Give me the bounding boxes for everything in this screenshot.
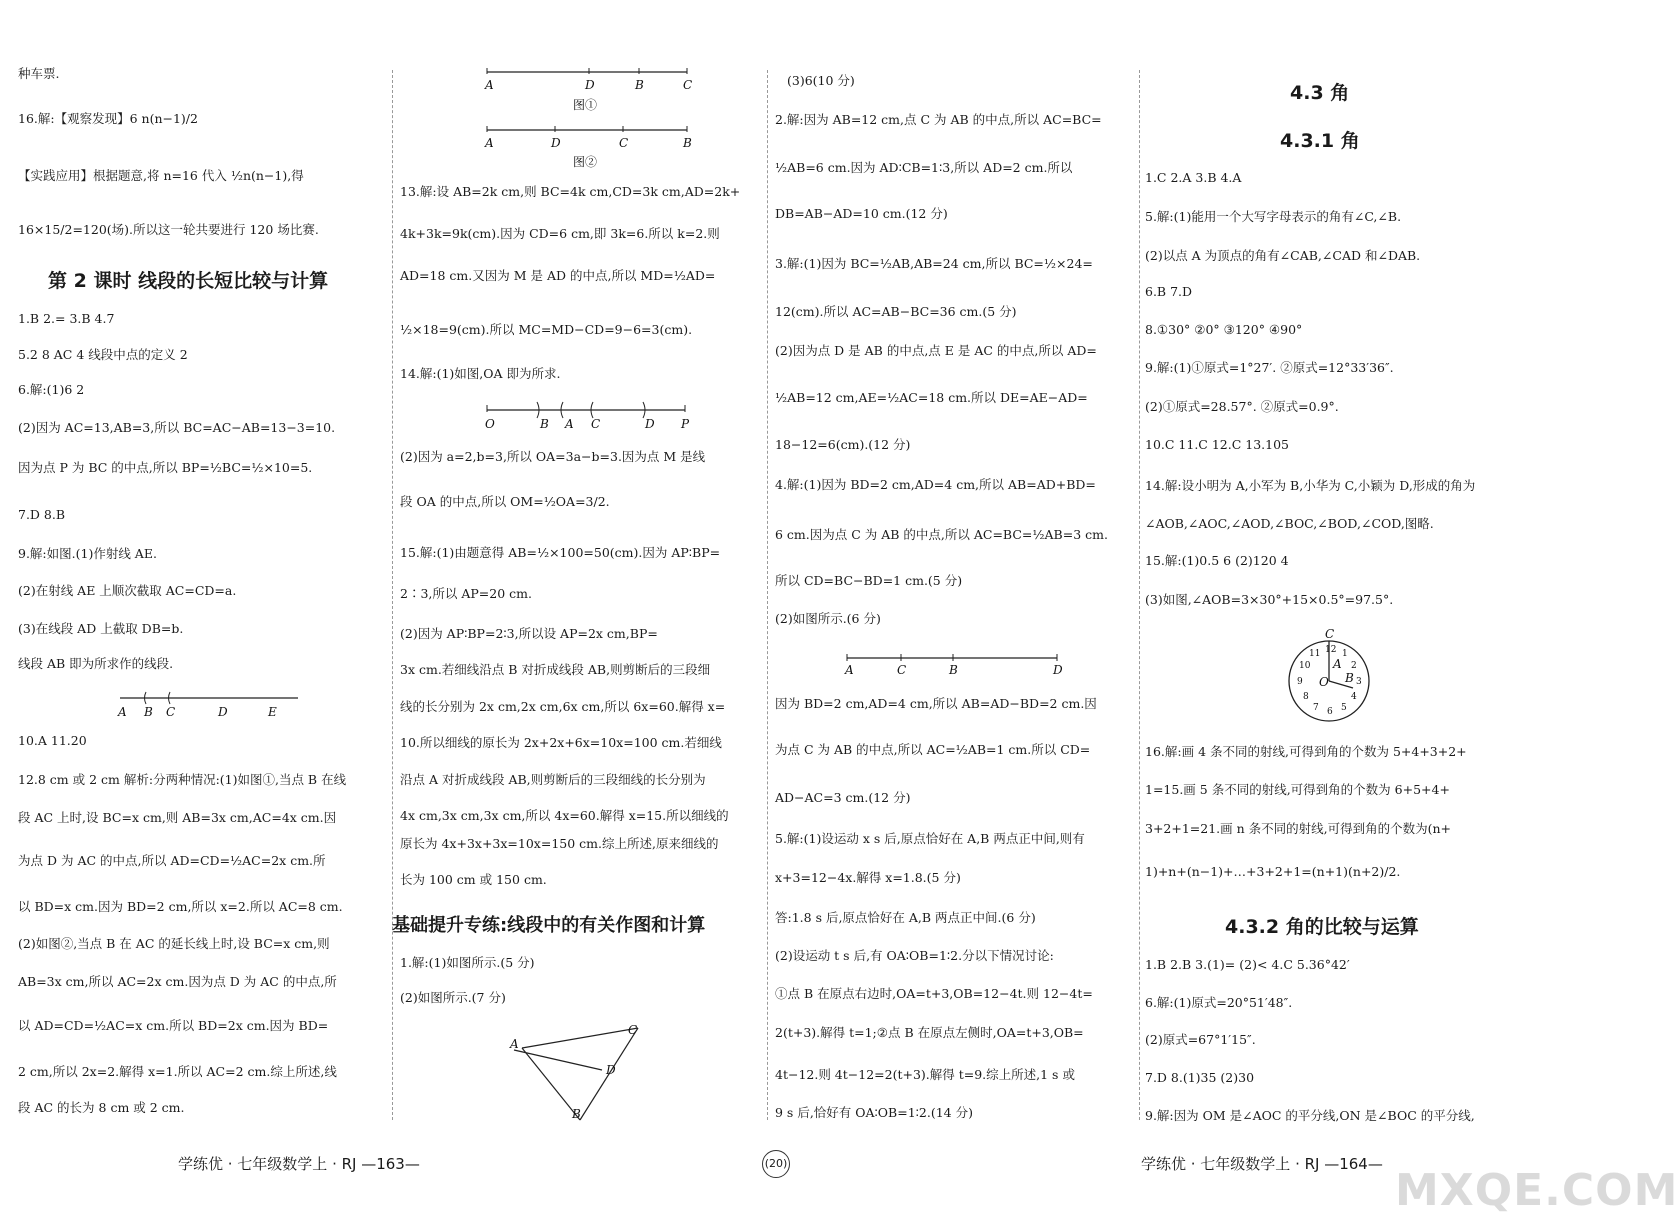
point-label: D — [551, 136, 561, 150]
point-label: D — [606, 1063, 616, 1077]
point-label: B — [949, 663, 958, 677]
point-label: A — [118, 705, 127, 719]
column-divider — [1139, 70, 1140, 1120]
text-line: 1=15.画 5 条不同的射线,可得到角的个数为 6+5+4+ — [1145, 782, 1450, 797]
text-line: 7.D 8.B — [18, 507, 66, 522]
point-label: P — [681, 417, 690, 431]
text-line: 段 OA 的中点,所以 OM=½OA=3/2. — [400, 494, 610, 509]
text-line: ①点 B 在原点右边时,OA=t+3,OB=12−4t.则 12−4t= — [775, 986, 1093, 1001]
text-line: 10.A 11.20 — [18, 733, 87, 748]
text-line: 2 cm,所以 2x=2.解得 x=1.所以 AC=2 cm.综上所述,线 — [18, 1064, 337, 1079]
text-line: 1.B 2.= 3.B 4.7 — [18, 311, 115, 326]
text-line: 1)+n+(n−1)+…+3+2+1=(n+1)(n+2)/2. — [1145, 864, 1401, 879]
svg-text:4: 4 — [1351, 692, 1357, 702]
text-line: 6.解:(1)原式=20°51′48″. — [1145, 995, 1293, 1010]
segment-figure-q4 — [845, 652, 1075, 682]
text-line: 14.解:设小明为 A,小军为 B,小华为 C,小颖为 D,形成的角为 — [1145, 478, 1476, 493]
point-label: C — [166, 705, 176, 719]
text-line: 18−12=6(cm).(12 分) — [775, 437, 911, 452]
text-line: AD−AC=3 cm.(12 分) — [775, 790, 911, 805]
text-line: 16×15/2=120(场).所以这一轮共要进行 120 场比赛. — [18, 222, 319, 237]
column-1 — [18, 0, 420, 1213]
figure-caption: 图② — [573, 155, 598, 169]
text-line: 2.解:因为 AB=12 cm,点 C 为 AB 的中点,所以 AC=BC= — [775, 112, 1102, 127]
text-line: AD=18 cm.又因为 M 是 AD 的中点,所以 MD=½AD= — [400, 268, 716, 283]
text-line: 因为点 P 为 BC 的中点,所以 BP=½BC=½×10=5. — [18, 460, 313, 475]
subsection-title: 4.3.1 角 — [1280, 130, 1360, 152]
text-line: 5.2 8 AC 4 线段中点的定义 2 — [18, 347, 188, 362]
point-label: B — [572, 1107, 581, 1121]
point-label: B — [683, 136, 692, 150]
point-label: B — [1345, 671, 1354, 685]
text-line: 1.C 2.A 3.B 4.A — [1145, 170, 1242, 185]
text-line: 答:1.8 s 后,原点恰好在 A,B 两点正中间.(6 分) — [775, 910, 1036, 925]
text-line: (2)如图所示.(6 分) — [775, 611, 881, 626]
text-line: 16.解:画 4 条不同的射线,可得到角的个数为 5+4+3+2+ — [1145, 744, 1467, 759]
text-line: 所以 CD=BC−BD=1 cm.(5 分) — [775, 573, 963, 588]
point-label: D — [585, 78, 595, 92]
point-label: E — [268, 705, 277, 719]
point-label: B — [144, 705, 153, 719]
svg-text:10: 10 — [1299, 661, 1311, 671]
point-label: C — [619, 136, 629, 150]
text-line: ½×18=9(cm).所以 MC=MD−CD=9−6=3(cm). — [400, 322, 693, 337]
text-line: (2)在射线 AE 上顺次截取 AC=CD=a. — [18, 583, 237, 598]
point-label: A — [1333, 657, 1342, 671]
svg-text:12: 12 — [1325, 645, 1337, 655]
text-line: 原长为 4x+3x+3x=10x=150 cm.综上所述,原来细线的 — [400, 836, 719, 851]
svg-text:6: 6 — [1327, 707, 1333, 717]
page-footer-left: 学练优 · 七年级数学上 · RJ —163— — [178, 1155, 420, 1173]
text-line: 1.解:(1)如图所示.(5 分) — [400, 955, 535, 970]
text-line: 6.B 7.D — [1145, 284, 1193, 299]
svg-text:2: 2 — [1351, 661, 1357, 671]
text-line: 12(cm).所以 AC=AB−BC=36 cm.(5 分) — [775, 304, 1017, 319]
segment-figure-2 — [485, 120, 705, 180]
text-line: 4x cm,3x cm,3x cm,所以 4x=60.解得 x=15.所以细线的 — [400, 808, 729, 823]
text-line: 因为 BD=2 cm,AD=4 cm,所以 AB=AD−BD=2 cm.因 — [775, 696, 1097, 711]
text-line: 10.所以细线的原长为 2x+2x+6x=10x=100 cm.若细线 — [400, 735, 722, 750]
text-line: 6.解:(1)6 2 — [18, 382, 85, 397]
text-line: DB=AB−AD=10 cm.(12 分) — [775, 206, 948, 221]
text-line: (2)因为 AC=13,AB=3,所以 BC=AC−AB=13−3=10. — [18, 420, 336, 435]
text-line: 以 BD=x cm.因为 BD=2 cm,所以 x=2.所以 AC=8 cm. — [18, 899, 343, 914]
text-line: 12.8 cm 或 2 cm 解析:分两种情况:(1)如图①,当点 B 在线 — [18, 772, 347, 787]
point-label: D — [1053, 663, 1063, 677]
svg-text:11: 11 — [1309, 649, 1321, 659]
text-line: (2)如图所示.(7 分) — [400, 990, 506, 1005]
text-line: (2)以点 A 为顶点的角有∠CAB,∠CAD 和∠DAB. — [1145, 248, 1421, 263]
text-line: (2)因为 AP∶BP=2∶3,所以设 AP=2x cm,BP= — [400, 626, 658, 641]
point-label: A — [565, 417, 574, 431]
svg-text:7: 7 — [1313, 703, 1319, 713]
text-line: 9.解:(1)①原式=1°27′. ②原式=12°33′36″. — [1145, 360, 1394, 375]
text-line: 段 AC 的长为 8 cm 或 2 cm. — [18, 1100, 185, 1115]
subsection-title: 4.3.2 角的比较与运算 — [1225, 916, 1419, 938]
watermark: MXQE.COM — [1395, 1165, 1678, 1216]
text-line: 15.解:(1)0.5 6 (2)120 4 — [1145, 553, 1289, 568]
point-label: A — [845, 663, 854, 677]
text-line: 13.解:设 AB=2k cm,则 BC=4k cm,CD=3k cm,AD=2k+ — [400, 184, 741, 199]
text-line: ½AB=12 cm,AE=½AC=18 cm.所以 DE=AE−AD= — [775, 390, 1088, 405]
svg-text:3: 3 — [1356, 677, 1362, 687]
text-line: 2∶3,所以 AP=20 cm. — [400, 586, 532, 601]
text-line: 4.解:(1)因为 BD=2 cm,AD=4 cm,所以 AB=AD+BD= — [775, 477, 1096, 492]
text-line: (2)原式=67°1′15″. — [1145, 1032, 1256, 1047]
text-line: (2)①原式=28.57°. ②原式=0.9°. — [1145, 399, 1339, 414]
figure-caption: 图① — [573, 98, 598, 112]
point-label: B — [540, 417, 549, 431]
text-line: AB=3x cm,所以 AC=2x cm.因为点 D 为 AC 的中点,所 — [18, 974, 337, 989]
text-line: 3x cm.若细线沿点 B 对折成线段 AB,则剪断后的三段细 — [400, 662, 711, 677]
text-line: 长为 100 cm 或 150 cm. — [400, 872, 547, 887]
svg-text:9: 9 — [1297, 677, 1303, 687]
svg-text:1: 1 — [1342, 649, 1348, 659]
text-line: 9.解:因为 OM 是∠AOC 的平分线,ON 是∠BOC 的平分线, — [1145, 1108, 1475, 1123]
text-line: 3+2+1=21.画 n 条不同的射线,可得到角的个数为(n+ — [1145, 821, 1452, 836]
svg-text:5: 5 — [1341, 703, 1347, 713]
point-label: D — [645, 417, 655, 431]
section-heading: 基础提升专练:线段中的有关作图和计算 — [392, 915, 706, 936]
text-line: 16.解:【观察发现】6 n(n−1)/2 — [18, 111, 198, 126]
text-line: 5.解:(1)设运动 x s 后,原点恰好在 A,B 两点正中间,则有 — [775, 831, 1085, 846]
text-line: ∠AOB,∠AOC,∠AOD,∠BOC,∠BOD,∠COD,图略. — [1145, 516, 1434, 531]
triangle-figure — [510, 1020, 650, 1120]
text-line: (3)6(10 分) — [787, 73, 855, 88]
text-line: 14.解:(1)如图,OA 即为所求. — [400, 366, 561, 381]
text-line: x+3=12−4x.解得 x=1.8.(5 分) — [775, 870, 961, 885]
point-label: B — [635, 78, 644, 92]
point-label: C — [628, 1023, 638, 1037]
point-label: A — [485, 78, 494, 92]
text-line: 4k+3k=9k(cm).因为 CD=6 cm,即 3k=6.所以 k=2.则 — [400, 226, 720, 241]
text-line: 3.解:(1)因为 BC=½AB,AB=24 cm,所以 BC=½×24= — [775, 256, 1093, 271]
text-line: 7.D 8.(1)35 (2)30 — [1145, 1070, 1255, 1085]
column-divider — [767, 70, 768, 1120]
point-label: C — [897, 663, 907, 677]
text-line: (2)设运动 t s 后,有 OA∶OB=1∶2.分以下情况讨论: — [775, 948, 1054, 963]
text-line: (2)如图②,当点 B 在 AC 的延长线上时,设 BC=x cm,则 — [18, 936, 330, 951]
section-heading: 第 2 课时 线段的长短比较与计算 — [48, 270, 329, 292]
text-line: 1.B 2.B 3.(1)= (2)< 4.C 5.36°42′ — [1145, 957, 1350, 972]
page-footer-right: 学练优 · 七年级数学上 · RJ —164— — [1141, 1155, 1383, 1173]
text-line: 沿点 A 对折成线段 AB,则剪断后的三段细线的长分别为 — [400, 772, 706, 787]
svg-text:8: 8 — [1303, 692, 1309, 702]
text-line: 8.①30° ②0° ③120° ④90° — [1145, 322, 1303, 337]
clock-figure — [1285, 626, 1395, 726]
section-title: 4.3 角 — [1290, 82, 1350, 104]
column-3 — [775, 0, 1137, 1213]
text-line: 线段 AB 即为所求作的线段. — [18, 656, 174, 671]
column-4 — [1141, 0, 1585, 1213]
text-line: 15.解:(1)由题意得 AB=½×100=50(cm).因为 AP∶BP= — [400, 545, 721, 560]
segment-figure-q9 — [118, 690, 318, 720]
text-line: (3)如图,∠AOB=3×30°+15×0.5°=97.5°. — [1145, 592, 1394, 607]
text-line: (2)因为点 D 是 AB 的中点,点 E 是 AC 的中点,所以 AD= — [775, 343, 1097, 358]
page-number-badge: (20) — [762, 1150, 790, 1178]
text-line: 线的长分别为 2x cm,2x cm,6x cm,所以 6x=60.解得 x= — [400, 699, 726, 714]
point-label: O — [485, 417, 495, 431]
text-line: 6 cm.因为点 C 为 AB 的中点,所以 AC=BC=½AB=3 cm. — [775, 527, 1108, 542]
text-line: 为点 C 为 AB 的中点,所以 AC=½AB=1 cm.所以 CD= — [775, 742, 1091, 757]
text-line: (2)因为 a=2,b=3,所以 OA=3a−b=3.因为点 M 是线 — [400, 449, 706, 464]
text-line: 9 s 后,恰好有 OA∶OB=1∶2.(14 分) — [775, 1105, 973, 1120]
column-2 — [392, 0, 760, 1213]
text-line: 2(t+3).解得 t=1;②点 B 在原点左侧时,OA=t+3,OB= — [775, 1025, 1084, 1040]
point-label: D — [218, 705, 228, 719]
text-line: 5.解:(1)能用一个大写字母表示的角有∠C,∠B. — [1145, 209, 1402, 224]
segment-figure-q14 — [485, 398, 715, 432]
text-line: (3)在线段 AD 上截取 DB=b. — [18, 621, 184, 636]
point-label: A — [510, 1037, 519, 1051]
text-line: ½AB=6 cm.因为 AD∶CB=1∶3,所以 AD=2 cm.所以 — [775, 160, 1073, 175]
text-line: 4t−12.则 4t−12=2(t+3).解得 t=9.综上所述,1 s 或 — [775, 1067, 1075, 1082]
text-line: 【实践应用】根据题意,将 n=16 代入 ½n(n−1),得 — [18, 168, 304, 183]
text-line: 9.解:如图.(1)作射线 AE. — [18, 546, 157, 561]
column-divider — [392, 70, 393, 1120]
text-line: 为点 D 为 AC 的中点,所以 AD=CD=½AC=2x cm.所 — [18, 853, 326, 868]
text-line: 10.C 11.C 12.C 13.105 — [1145, 437, 1289, 452]
point-label: C — [683, 78, 693, 92]
text-line: 以 AD=CD=½AC=x cm.所以 BD=2x cm.因为 BD= — [18, 1018, 329, 1033]
point-label: A — [485, 136, 494, 150]
point-label: C — [591, 417, 601, 431]
text-line: 段 AC 上时,设 BC=x cm,则 AB=3x cm,AC=4x cm.因 — [18, 810, 337, 825]
text-line: 种车票. — [18, 66, 60, 81]
point-label: C — [1325, 627, 1335, 641]
point-label: O — [1319, 675, 1329, 689]
